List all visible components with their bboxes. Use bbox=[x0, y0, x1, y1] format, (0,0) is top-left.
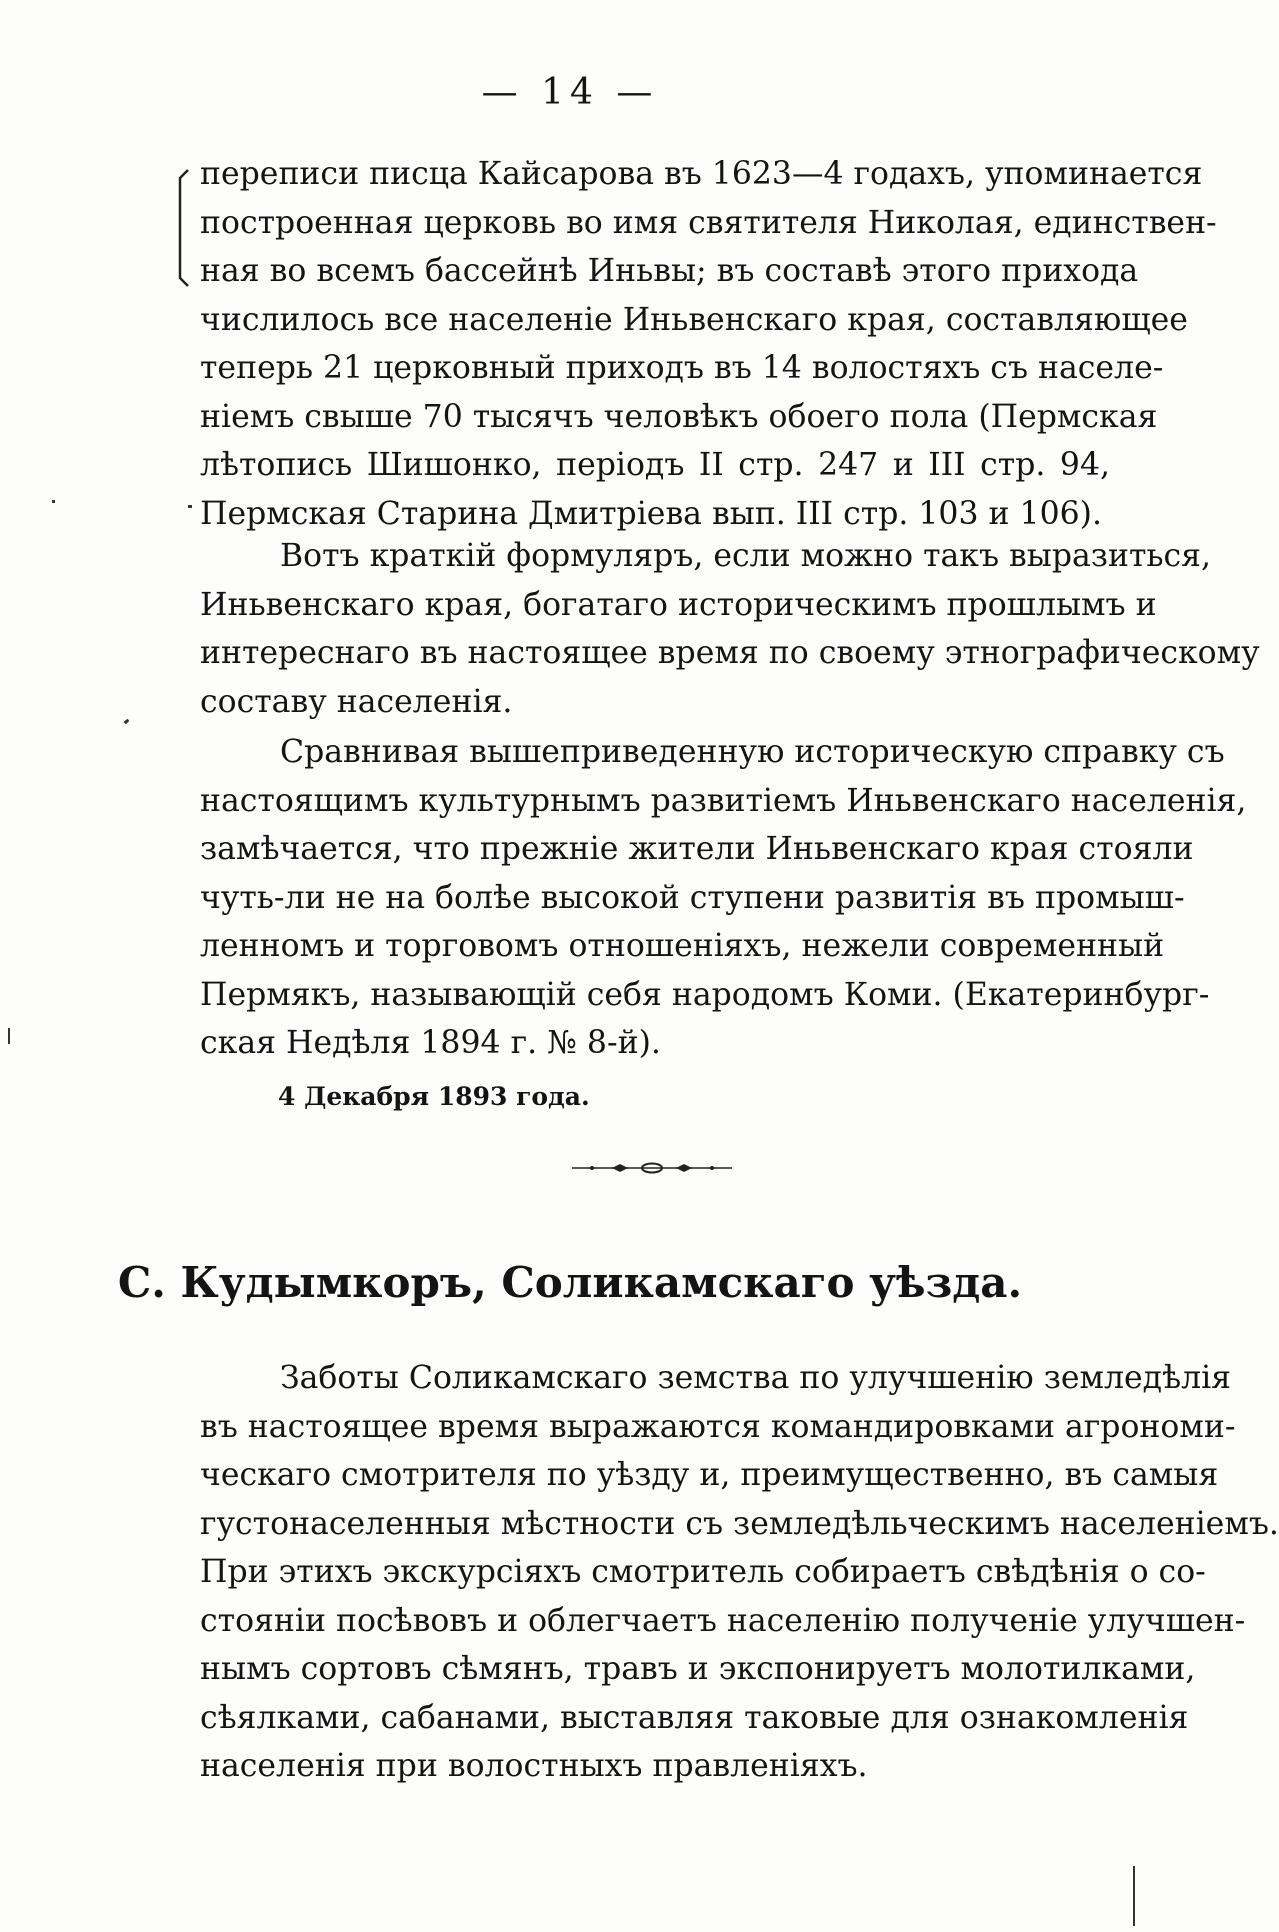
text-line: ленномъ и торговомъ отношеніяхъ, нежели современный bbox=[200, 928, 1165, 964]
scan-edge-mark bbox=[1133, 1866, 1135, 1926]
margin-dot bbox=[188, 505, 192, 508]
text-line: построенная церковь во имя святителя Николая, единствен- bbox=[200, 204, 1217, 241]
text-line: настоящимъ культурнымъ развитіемъ Иньвенскаго населенія, bbox=[200, 782, 1247, 819]
page-number: — 14 — bbox=[481, 72, 659, 113]
text-line: числилось все населеніе Иньвенскаго края, составляющее bbox=[200, 301, 1188, 338]
text-line: сѣялками, сабанами, выставляя таковые для ознакомленія bbox=[200, 1699, 1189, 1736]
text-line: ческаго смотрителя по уѣзду и, преимущественно, въ самыя bbox=[200, 1457, 1219, 1493]
date-line: 4 Декабря 1893 года. bbox=[278, 1082, 590, 1111]
paragraph-4 bbox=[200, 1354, 1279, 1791]
text-line: ная во всемъ бассейнѣ Иньвы; въ составѣ этого прихода bbox=[200, 253, 1139, 289]
text-line: переписи писца Кайсарова въ 1623—4 годахъ, упоминается bbox=[200, 156, 1203, 192]
text-line: густонаселенныя мѣстности съ земледѣльческимъ населеніемъ. bbox=[200, 1505, 1279, 1542]
margin-dot bbox=[52, 500, 55, 503]
text-line: замѣчается, что прежніе жители Иньвенскаго края стояли bbox=[200, 831, 1194, 867]
section-title: С. Кудымкоръ, Соликамскаго уѣзда. bbox=[117, 1258, 1023, 1307]
margin-tick bbox=[8, 1028, 10, 1044]
text-line: въ настоящее время выражаются командировками агрономи- bbox=[200, 1408, 1236, 1445]
text-line: ніемъ свыше 70 тысячъ человѣкъ обоего пола (Пермская bbox=[200, 398, 1158, 435]
text-line: ская Недѣля 1894 г. № 8-й). bbox=[200, 1025, 661, 1061]
text-line: лѣтопись Шишонко, періодъ II стр. 247 и III стр. 94, bbox=[200, 447, 1110, 483]
text-line: При этихъ экскурсіяхъ смотритель собираетъ свѣдѣнія о со- bbox=[200, 1554, 1206, 1590]
text-line: Вотъ краткій формуляръ, если можно такъ выразиться, bbox=[280, 538, 1212, 574]
text-line: теперь 21 церковный приходъ въ 14 волостяхъ съ населе- bbox=[200, 350, 1164, 386]
text-line: стояніи посѣвовъ и облегчаетъ населенію полученіе улучшен- bbox=[200, 1602, 1246, 1639]
text-line: Сравнивая вышеприведенную историческую справку съ bbox=[280, 734, 1225, 770]
margin-bracket-mark bbox=[176, 168, 190, 288]
text-line: Пермская Старина Дмитріева вып. III стр. 103 и 106). bbox=[200, 495, 1102, 532]
text-line: Пермякъ, называющій себя народомъ Коми. (Екатеринбург- bbox=[200, 976, 1210, 1013]
text-line: чуть-ли не на болѣе высокой ступени развитія въ промыш- bbox=[200, 879, 1185, 916]
margin-tick bbox=[124, 719, 130, 725]
paragraph-3 bbox=[200, 728, 1247, 1068]
text-line: Заботы Соликамскаго земства по улучшенію земледѣлія bbox=[280, 1360, 1232, 1396]
text-line: составу населенія. bbox=[200, 683, 513, 720]
text-line: нымъ сортовъ сѣмянъ, травъ и экспонируетъ молотилками, bbox=[200, 1651, 1196, 1687]
text-line: населенія при волостныхъ правленіяхъ. bbox=[200, 1748, 868, 1784]
text-line: Иньвенскаго края, богатаго историческимъ прошлымъ и bbox=[200, 586, 1157, 623]
text-line: интереснаго въ настоящее время по своему этнографическому bbox=[200, 635, 1260, 671]
section-divider-ornament bbox=[572, 1162, 732, 1174]
paragraph-1 bbox=[200, 150, 1217, 538]
paragraph-2 bbox=[200, 532, 1260, 726]
